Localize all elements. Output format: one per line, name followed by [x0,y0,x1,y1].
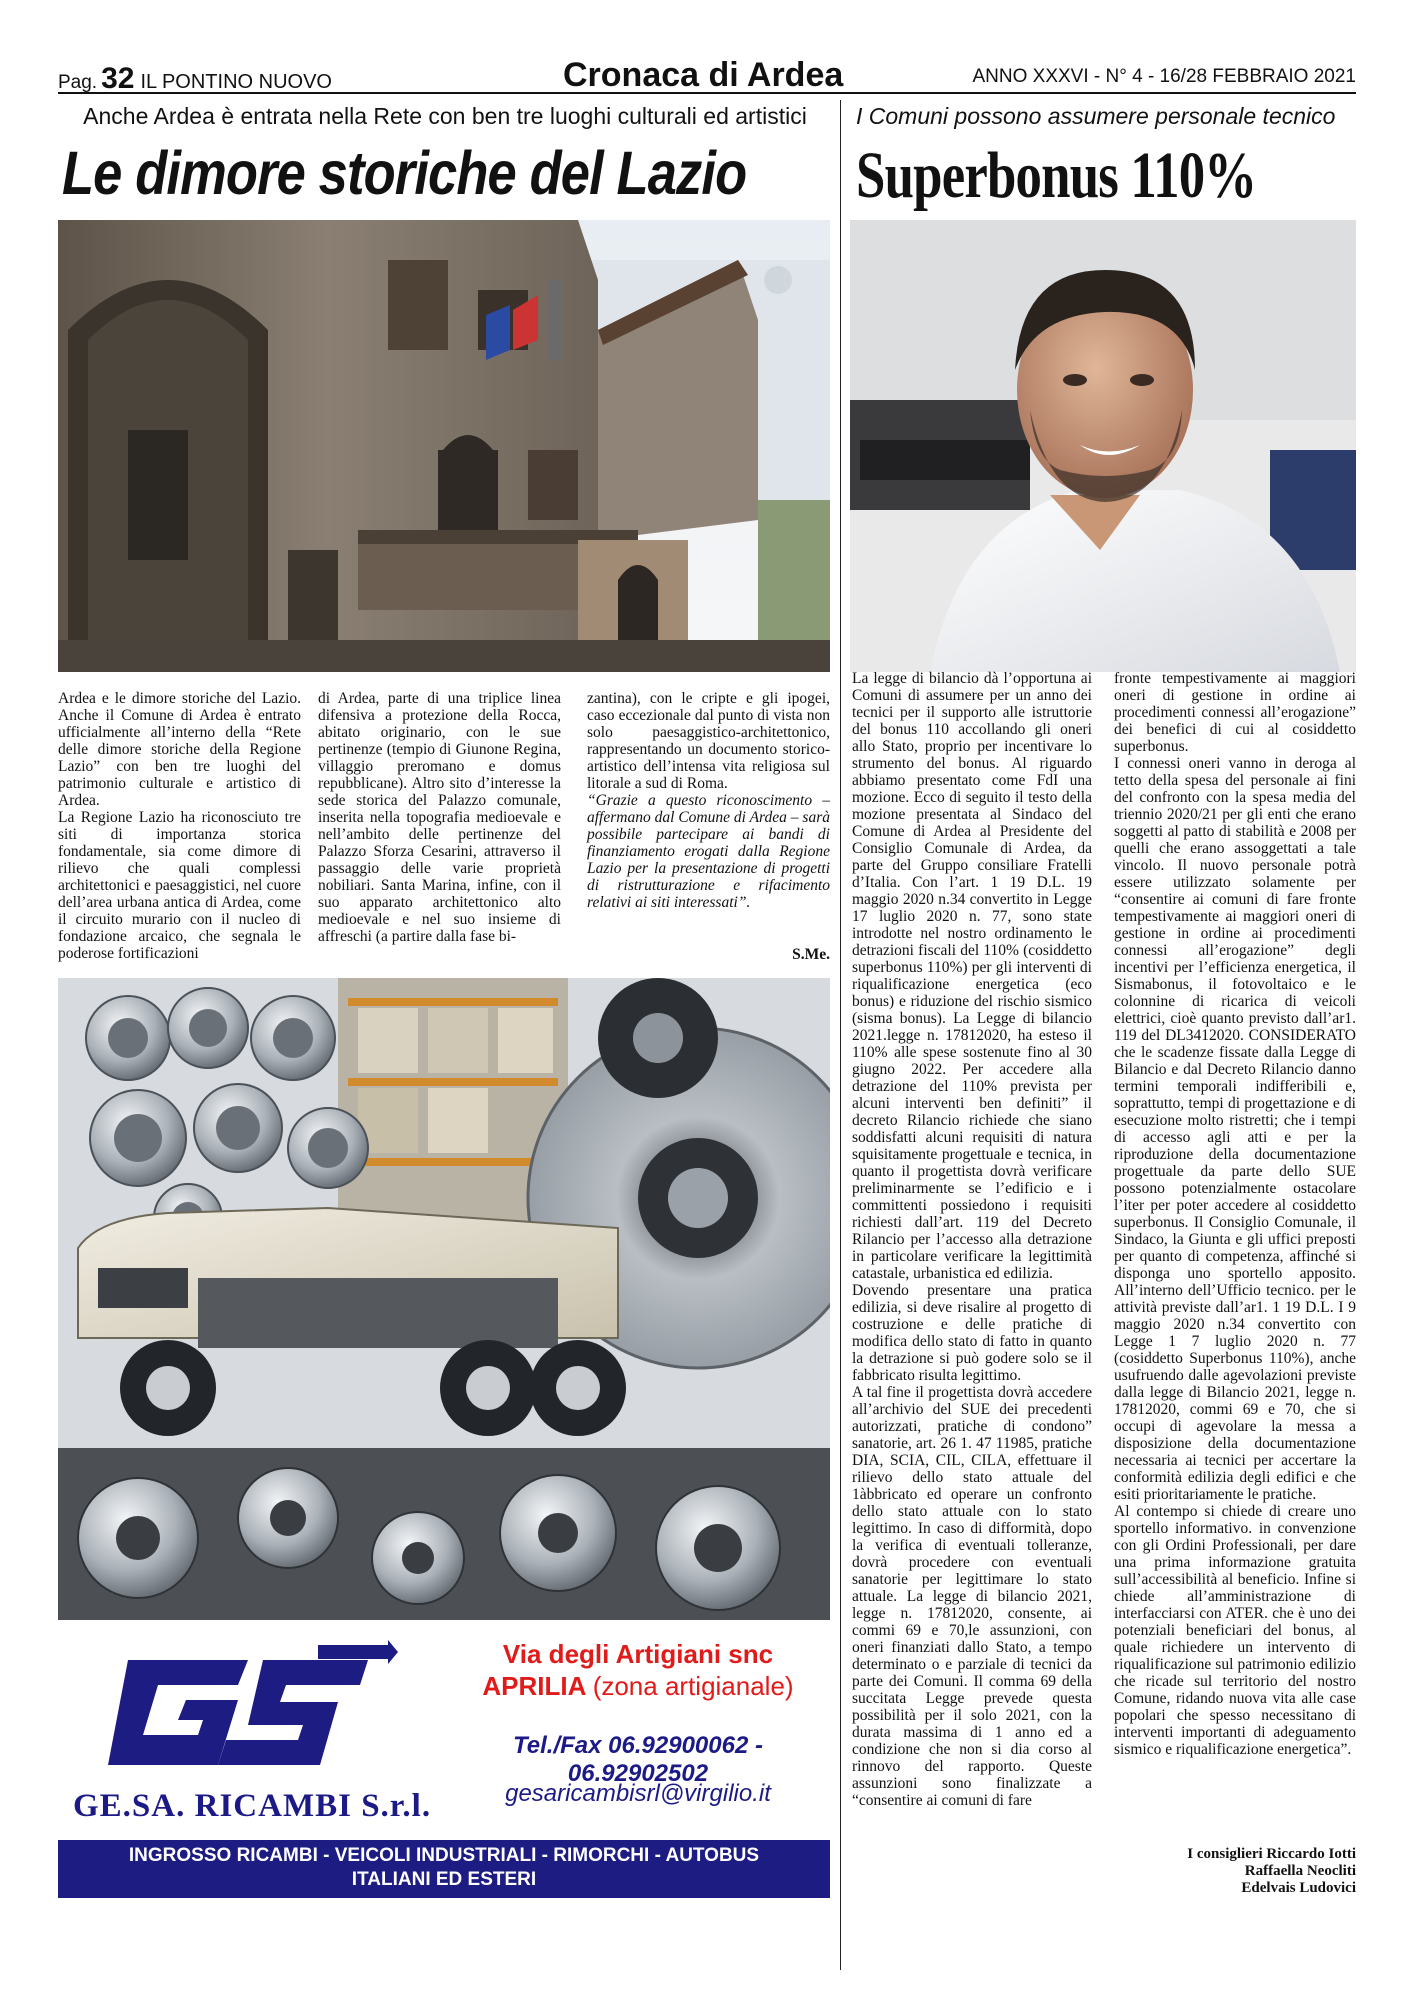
left-article-column-3 [587,690,830,911]
paragraph: Ardea e le dimore storiche del Lazio. Anche il Comune di Ardea è entrato ufficialmente all’interno della “Rete delle dimore storiche della Regione Lazio” con ben tre luoghi del patrimonio culturale e artistico di Ardea. [58,690,301,809]
paragraph: La legge di bilancio dà l’opportuna ai Comuni di assumere per un anno dei tecnici per il supporto alle istruttorie del bonus 110 accollando gli oneri allo Stato, proprio per incentivare lo strumento del bonus. Al riguardo abbiamo presentato come FdI una mozione. Ecco di seguito il testo della mozione presentata al Sindaco del Comune di Ardea al Presidente del Consiglio Comunale di Ardea, da parte del Gruppo consiliare Fratelli d’Italia. Con l’art. 1 19 D.L. 19 maggio 2020 n.34 convertito in Legge 17 luglio 2020 n. 77, sono state introdotte nel nostro ordinamento le detrazioni fiscali del 110% (cosiddetto superbonus 110%) per gli interventi di riqualificazione energetica (eco bonus) e riduzione del rischio sismico (sisma bonus). La Legge di bilancio 2021.legge n. 17812020, ha esteso il 110% alle spese sostenute fino al 30 giugno 2022. Per accedere alla detrazione del 110% prevista per alcuni interventi ben definiti” il decreto Rilancio richiede che siano soddisfatti alcuni requisiti di natura squisitamente progettuale e tecnica, in quanto il progettista dovrà verificare preliminarmente se l’edificio e i committenti possiedono i requisiti richiesti dall’art. 119 del Decreto Rilancio per l’accesso alla detrazione in particolare verificare la legittimità catastale, urbanistica ed edilizia. [852,670,1092,1282]
gs-logo [88,1640,398,1790]
advertisement-info [58,1620,830,1840]
company-address [458,1638,818,1702]
paragraph: zantina), con le cripte e gli ipogei, caso eccezionale dal punto di vista non solo paesaggistico-architettonico, rappresentando un documento storico-artistico dell’intensa vita religiosa sul litorale a sud di Roma. [587,690,830,792]
page-label: Pag. [58,72,98,93]
signature-line: Edelvais Ludovici [1241,1880,1356,1896]
page-number: 32 [101,62,135,95]
issue-info: ANNO XXXVI - N° 4 - 16/28 FEBBRAIO 2021 [972,66,1356,87]
portrait-photo [850,220,1356,672]
left-article-kicker: Anche Ardea è entrata nella Rete con ben tre luoghi culturali ed artistici [83,103,807,129]
left-article-signature: S.Me. [792,946,830,963]
paragraph: Dovendo presentare una pratica edilizia, si deve risalire al progetto di costruzione e delle pratiche di modifica dello stato di fatto in quanto la detrazione si può godere solo se il fabbricato risulta legittimo. [852,1282,1092,1384]
tagline-line-2: ITALIANI ED ESTERI [351,1869,537,1890]
column-divider [840,100,841,1970]
section-title: Cronaca di Ardea [563,56,844,94]
left-article-headline: Le dimore storiche del Lazio [62,139,747,207]
address-zone: (zona artigianale) [592,1671,794,1701]
paragraph: di Ardea, parte di una triplice linea difensiva a protezione della Rocca, abitato originario, con le sue pertinenze (tempio di Giunone Regina, villaggio preromano e domus repubblicane). Altro sito d’interesse la sede storica del Palazzo comunale, inserita nella topografia medioevale e nell’ambito delle pertinenze del Palazzo Sforza Cesarini, attraverso il passaggio delle varie proprietà nobiliari. Santa Marina, infine, con il suo apparato architettonico alto medioevale e nel suo insieme di affreschi (a partire dalla fase bi- [318,690,561,945]
page-header [58,56,1356,94]
right-article-column-1 [852,670,1092,1809]
auto-parts-collage [58,978,830,1620]
publication-name: IL PONTINO NUOVO [140,71,332,93]
advertisement [58,978,830,1898]
paragraph: I connessi oneri vanno in deroga al tetto della spesa del personale ai fini del confronto con la spesa media del triennio 2020/21 per gli enti che erano soggetti al patto di stabilità e 2008 per quelli che erano assoggettati a tale vincolo. Il nuovo personale potrà essere utilizzato solamente per “consentire ai comuni di fare fronte tempestivamente ai maggiori oneri di gestione in ordine ai procedimenti connessi all’erogazione” degli incentivi per l’efficienza energetica, il Sismabonus, il fotovoltaico e le colonnine di ricarica di veicoli elettrici, cioè quanto previsto dall’ar1. 119 del DL3412020. CONSIDERATO che le scadenze fissate dalla Legge di Bilancio e dal Decreto Rilancio danno termini temporali indifferibili e, soprattutto, tempi di progettazione e di esecuzione molto ristretti; che i tempi di accesso agli atti e per la riproduzione della documentazione progettuale da parte dello SUE possono potenzialmente ostacolare l’iter per poter accedere al cosiddetto superbonus. Il Consiglio Comunale, il Sindaco, la Giunta e gli uffici preposti per quanto di competenza, affinché si disponga uno sportello apposito. All’interno dell’Ufficio tecnico. per le attività previste dall’ar1. 1 19 D.L. I 9 maggio 2020 n.34 convertito con Legge 1 7 luglio 2020 n. 77 (cosiddetto Superbonus 110%), anche usufruendo dalle agevolazioni previste dalla legge di Bilancio 2021, legge n. 17812020, commi 69 e 70, che si occupi di agevolare la messa a disposizione della documentazione necessaria ai tecnici per accertare la conformità edilizia degli edifici e che esiti prioritariamente le pratiche. [1114,755,1356,1503]
signature-line: Raffaella Neocliti [1244,1863,1356,1879]
company-phone: Tel./Fax 06.92900062 - 06.92902502 [513,1732,763,1787]
left-article-column-2 [318,690,561,945]
quote-paragraph: “Grazie a questo riconoscimento – affermano dal Comune di Ardea – sarà possibile partecipare ai bandi di finanziamento erogati dalla Regione Lazio per la presentazione di progetti di ristrutturazione e rifacimento relativi ai siti interessati”. [587,792,830,911]
paragraph: La Regione Lazio ha riconosciuto tre siti di importanza storica fondamentale, sia come dimore di rilievo che quali complessi architettonici e paesaggistici, nel cuore dell’area urbana antica di Ardea, come il circuito murario con il nucleo di fondazione arcaico, che segnala le poderose fortificazioni [58,809,301,962]
address-street: Via degli Artigiani snc [502,1639,774,1669]
left-article-column-1 [58,690,301,962]
paragraph: Al contempo si chiede di creare uno sportello informativo. in convenzione con gli Ordini Professionali, per dare una prima informazione gratuita sull’accessibilità al beneficio. Infine si chiede all’amministrazione di interfacciarsi con ATER. che è uno dei potenziali beneficiari del bonus, al quale richiedere un intervento di riqualificazione sul patrimonio edilizio che ricade sul territorio del nostro Comune, ridando nuova vita alle case popolari che spesso necessitano di interventi importanti di adeguamento sismico e riqualificazione energetica”. [1114,1503,1356,1758]
tagline-line-1: INGROSSO RICAMBI - VEICOLI INDUSTRIALI - RIMORCHI - AUTOBUS [128,1845,760,1866]
signature-line: I consiglieri Riccardo Iotti [1187,1846,1356,1862]
right-article-signatures [1114,1846,1356,1897]
right-article-headline: Superbonus 110% [856,139,1257,212]
company-name: GE.SA. RICAMBI S.r.l. [73,1788,432,1824]
address-city: APRILIA [482,1671,586,1701]
paragraph: A tal fine il progettista dovrà accedere all’archivio del SUE dei precedenti autorizzati, pratiche di condono” sanatorie, art. 26 1. 47 11985, pratiche DIA, SCIA, CIL, CILA, effettuare il rilievo dello stato attuale del 1àbbricato ed operare un confronto dello stato attuale con lo stato legittimo. In caso di difformità, dopo la verifica di eventuali tolleranze, dovrà procedere con eventuali sanatorie per legittimare lo stato attuale. La legge di bilancio 2021, legge n. 17812020, consente, ai commi 69 e 70,le assunzioni, con oneri finanziati dallo Stato, a tempo determinato o e parziale di tecnici da parte dei Comuni. Il comma 69 della succitata Legge prevede questa possibilità per il solo 2021, con la durata massima di 1 anno ed a condizione che non si dia corso al rinnovo del rapporto. Queste assunzioni sono finalizzate a “consentire ai comuni di fare [852,1384,1092,1809]
town-hall-photo [58,220,830,672]
right-article-column-2 [1114,670,1356,1758]
right-article-kicker: I Comuni possono assumere personale tecnico [856,103,1336,129]
page-info [58,62,332,96]
company-email: gesaricambisrl@virgilio.it [505,1780,771,1807]
advertisement-tagline [58,1840,830,1898]
paragraph: fronte tempestivamente ai maggiori oneri di gestione in ordine ai procedimenti connessi all’erogazione” dei benefici di cui al cosiddetto superbonus. [1114,670,1356,755]
